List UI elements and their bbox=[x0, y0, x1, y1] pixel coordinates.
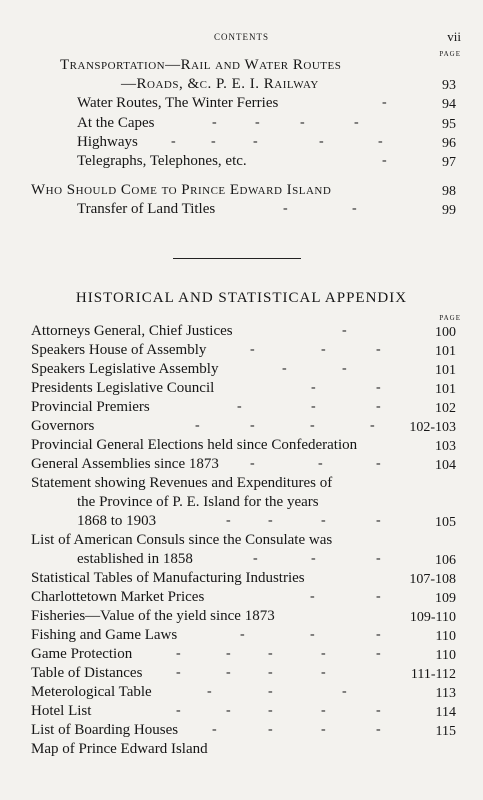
toc-entry-page: 95 bbox=[442, 117, 456, 132]
leader-dash: - bbox=[253, 134, 258, 149]
leader-dash: - bbox=[310, 589, 315, 604]
leader-dash: - bbox=[212, 722, 217, 737]
leader-dash: - bbox=[212, 115, 217, 130]
appendix-entry-page: 104 bbox=[435, 458, 456, 473]
leader-dash: - bbox=[300, 115, 305, 130]
appendix-entry-page: 100 bbox=[435, 325, 456, 340]
toc-entry-page: 96 bbox=[442, 136, 456, 151]
leader-dash: - bbox=[376, 342, 381, 357]
appendix-entry-page: 101 bbox=[435, 363, 456, 378]
toc-entry-text: Highways bbox=[77, 134, 138, 150]
leader-dash: - bbox=[253, 551, 258, 566]
appendix-entry-page: 105 bbox=[435, 515, 456, 530]
appendix-entry-text: Speakers House of Assembly bbox=[31, 342, 207, 358]
appendix-entry-page: 115 bbox=[435, 724, 456, 739]
section-divider bbox=[173, 258, 301, 259]
toc-entry-page: 99 bbox=[442, 203, 456, 218]
appendix-entry-text: Speakers Legislative Assembly bbox=[31, 361, 219, 377]
appendix-entry-text-continued: the Province of P. E. Island for the years bbox=[77, 494, 319, 510]
leader-dash: - bbox=[352, 201, 357, 216]
appendix-entry-text: Statistical Tables of Manufacturing Industries bbox=[31, 570, 305, 586]
leader-dash: - bbox=[370, 418, 375, 433]
appendix-entry-text: Hotel List bbox=[31, 703, 92, 719]
leader-dash: - bbox=[342, 323, 347, 338]
leader-dash: - bbox=[321, 703, 326, 718]
leader-dash: - bbox=[268, 513, 273, 528]
leader-dash: - bbox=[250, 456, 255, 471]
leader-dash: - bbox=[171, 134, 176, 149]
appendix-entry-text-continued: established in 1858 bbox=[77, 551, 193, 567]
leader-dash: - bbox=[376, 703, 381, 718]
leader-dash: - bbox=[255, 115, 260, 130]
appendix-entry-page: 110 bbox=[435, 629, 456, 644]
leader-dash: - bbox=[226, 513, 231, 528]
leader-dash: - bbox=[321, 646, 326, 661]
leader-dash: - bbox=[376, 627, 381, 642]
leader-dash: - bbox=[268, 722, 273, 737]
appendix-entry-page: 109-110 bbox=[409, 610, 456, 625]
leader-dash: - bbox=[311, 551, 316, 566]
leader-dash: - bbox=[321, 665, 326, 680]
appendix-entry-text: Provincial Premiers bbox=[31, 399, 150, 415]
appendix-entry-page: 106 bbox=[435, 553, 456, 568]
leader-dash: - bbox=[237, 399, 242, 414]
leader-dash: - bbox=[268, 665, 273, 680]
toc-entry-text: At the Capes bbox=[77, 115, 155, 131]
appendix-entry-text: Table of Distances bbox=[31, 665, 143, 681]
toc-entry-text: —Roads, &c. P. E. I. Railway bbox=[121, 76, 319, 92]
appendix-entry-text: List of Boarding Houses bbox=[31, 722, 179, 738]
toc-entry-text: Telegraphs, Telephones, etc. bbox=[77, 153, 247, 169]
leader-dash: - bbox=[176, 646, 181, 661]
appendix-entry-text: Provincial General Elections held since Confederation bbox=[31, 437, 358, 453]
appendix-entry-page: 101 bbox=[435, 344, 456, 359]
leader-dash: - bbox=[376, 589, 381, 604]
appendix-entry-text: Governors bbox=[31, 418, 95, 434]
appendix-entry-page: 111-112 bbox=[410, 667, 456, 682]
leader-dash: - bbox=[226, 665, 231, 680]
leader-dash: - bbox=[250, 418, 255, 433]
leader-dash: - bbox=[195, 418, 200, 433]
appendix-entry-text: Fishing and Game Laws bbox=[31, 627, 178, 643]
leader-dash: - bbox=[342, 684, 347, 699]
leader-dash: - bbox=[268, 703, 273, 718]
leader-dash: - bbox=[226, 646, 231, 661]
leader-dash: - bbox=[310, 418, 315, 433]
running-header-title: CONTENTS bbox=[214, 32, 269, 42]
leader-dash: - bbox=[268, 646, 273, 661]
appendix-entry-text: Meterological Table bbox=[31, 684, 152, 700]
appendix-entry-page: 110 bbox=[435, 648, 456, 663]
toc-entry-page: 94 bbox=[442, 97, 456, 112]
leader-dash: - bbox=[282, 361, 287, 376]
appendix-entry-text: Attorneys General, Chief Justices bbox=[31, 323, 233, 339]
leader-dash: - bbox=[321, 513, 326, 528]
appendix-title: HISTORICAL AND STATISTICAL APPENDIX bbox=[75, 290, 408, 306]
leader-dash: - bbox=[207, 684, 212, 699]
appendix-entry-text: Presidents Legislative Council bbox=[31, 380, 215, 396]
appendix-entry-page: 102-103 bbox=[409, 420, 456, 435]
appendix-entry-text: Charlottetown Market Prices bbox=[31, 589, 205, 605]
toc-entry-text: Water Routes, The Winter Ferries bbox=[77, 95, 279, 111]
appendix-entry-text: General Assemblies since 1873 bbox=[31, 456, 219, 472]
appendix-entry-text: Statement showing Revenues and Expenditures of bbox=[31, 475, 333, 491]
leader-dash: - bbox=[378, 134, 383, 149]
appendix-entry-text: List of American Consuls since the Consulate was bbox=[31, 532, 333, 548]
leader-dash: - bbox=[250, 342, 255, 357]
appendix-entry-text: Map of Prince Edward Island bbox=[31, 741, 208, 757]
appendix-entry-page: 101 bbox=[435, 382, 456, 397]
leader-dash: - bbox=[318, 456, 323, 471]
leader-dash: - bbox=[176, 665, 181, 680]
leader-dash: - bbox=[321, 342, 326, 357]
leader-dash: - bbox=[211, 134, 216, 149]
toc-entry-text: Who Should Come to Prince Edward Island bbox=[31, 182, 332, 198]
leader-dash: - bbox=[376, 399, 381, 414]
appendix-entry-text: Fisheries—Value of the yield since 1873 bbox=[31, 608, 275, 624]
appendix-page-column-label: PAGE bbox=[439, 314, 461, 322]
leader-dash: - bbox=[376, 456, 381, 471]
leader-dash: - bbox=[268, 684, 273, 699]
leader-dash: - bbox=[311, 380, 316, 395]
leader-dash: - bbox=[376, 380, 381, 395]
leader-dash: - bbox=[319, 134, 324, 149]
leader-dash: - bbox=[310, 627, 315, 642]
toc-entry-page: 97 bbox=[442, 155, 456, 170]
leader-dash: - bbox=[376, 551, 381, 566]
leader-dash: - bbox=[283, 201, 288, 216]
appendix-entry-page: 103 bbox=[435, 439, 456, 454]
leader-dash: - bbox=[376, 646, 381, 661]
appendix-entry-text-continued: 1868 to 1903 bbox=[77, 513, 157, 529]
leader-dash: - bbox=[176, 703, 181, 718]
leader-dash: - bbox=[382, 153, 387, 168]
leader-dash: - bbox=[382, 95, 387, 110]
leader-dash: - bbox=[226, 703, 231, 718]
toc-entry-text: Transfer of Land Titles bbox=[77, 201, 216, 217]
appendix-entry-page: 109 bbox=[435, 591, 456, 606]
toc-entry-page: 93 bbox=[442, 78, 456, 93]
toc-entry-page: 98 bbox=[442, 184, 456, 199]
leader-dash: - bbox=[376, 513, 381, 528]
leader-dash: - bbox=[354, 115, 359, 130]
appendix-entry-text: Game Protection bbox=[31, 646, 133, 662]
leader-dash: - bbox=[321, 722, 326, 737]
leader-dash: - bbox=[342, 361, 347, 376]
toc-entry-text: Transportation—Rail and Water Routes bbox=[60, 57, 342, 73]
appendix-entry-page: 114 bbox=[435, 705, 456, 720]
appendix-entry-page: 107-108 bbox=[409, 572, 456, 587]
page-column-label: PAGE bbox=[439, 50, 461, 58]
leader-dash: - bbox=[240, 627, 245, 642]
leader-dash: - bbox=[311, 399, 316, 414]
leader-dash: - bbox=[376, 722, 381, 737]
appendix-entry-page: 102 bbox=[435, 401, 456, 416]
running-header-page-number: vii bbox=[447, 29, 461, 44]
appendix-entry-page: 113 bbox=[435, 686, 456, 701]
